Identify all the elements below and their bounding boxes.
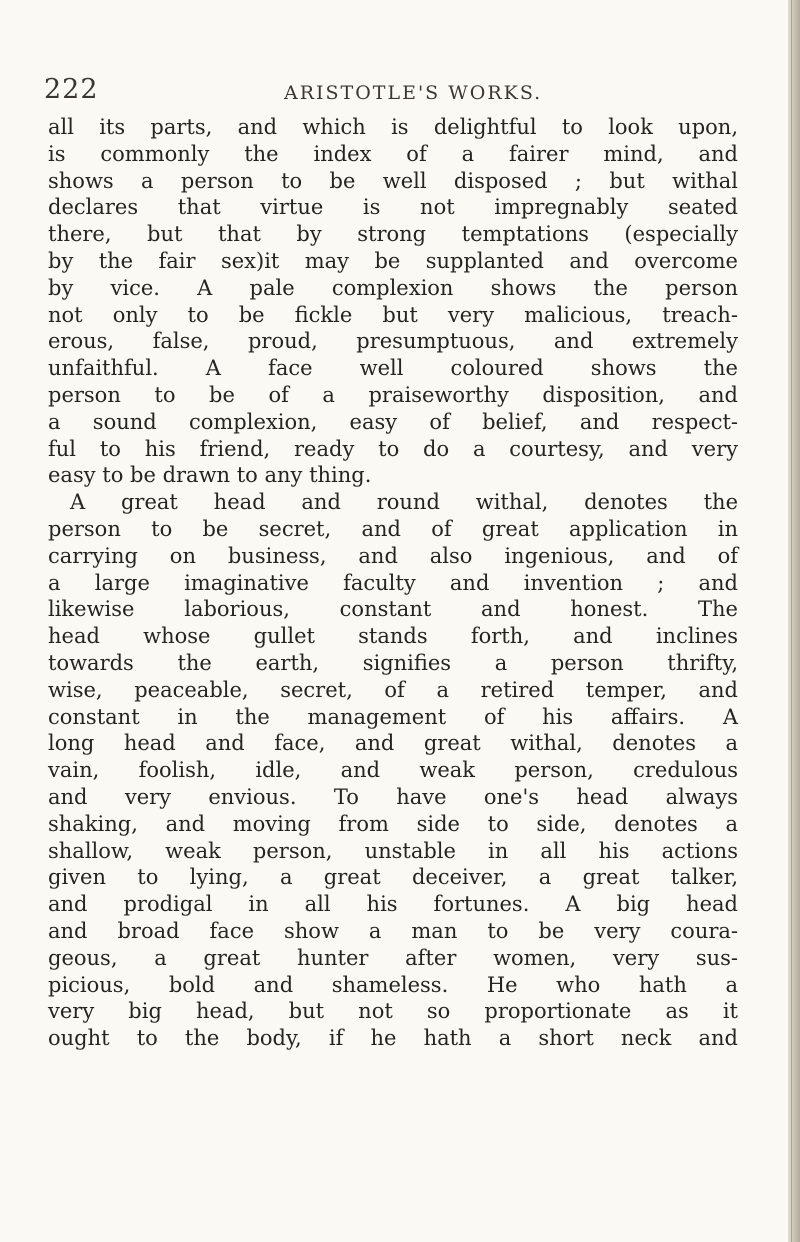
text-line: head whose gullet stands forth, and inclines (48, 624, 738, 649)
text-line: and very envious. To have one's head always (48, 784, 738, 809)
text-line: is commonly the index of a fairer mind, and (48, 141, 738, 166)
body-text (48, 114, 738, 1052)
text-line: and prodigal in all his fortunes. A big head (48, 892, 738, 917)
running-head: ARISTOTLE'S WORKS. (284, 82, 543, 104)
text-line: towards the earth, signifies a person thrifty, (48, 650, 738, 675)
text-line: vain, foolish, idle, and weak person, credulous (48, 758, 738, 783)
text-line: shaking, and moving from side to side, denotes a (48, 811, 738, 836)
text-line: constant in the management of his affairs. A (48, 704, 738, 729)
text-line: all its parts, and which is delightful to look upon, (48, 115, 738, 139)
text-line: person to be of a praiseworthy disposition, and (48, 382, 738, 407)
text-line: easy to be drawn to any thing. (48, 463, 372, 488)
text-line: there, but that by strong temptations (especially (48, 222, 738, 247)
text-line: person to be secret, and of great application in (48, 516, 738, 541)
text-line: a large imaginative faculty and invention ; and (48, 570, 738, 595)
text-line: ful to his friend, ready to do a courtesy, and very (48, 436, 738, 461)
text-line: and broad face show a man to be very coura- (48, 918, 738, 943)
text-line: likewise laborious, constant and honest. The (48, 597, 738, 622)
text-line: by vice. A pale complexion shows the person (48, 275, 738, 300)
page-header (44, 70, 744, 110)
text-line: wise, peaceable, secret, of a retired temper, and (48, 677, 738, 702)
text-line: carrying on business, and also ingenious, and of (48, 543, 738, 568)
text-line: a sound complexion, easy of belief, and respect- (48, 409, 738, 434)
text-line: unfaithful. A face well coloured shows the (48, 356, 738, 381)
text-line: very big head, but not so proportionate as it (48, 999, 738, 1024)
text-line: not only to be fickle but very malicious, treach- (48, 302, 738, 327)
text-line: erous, false, proud, presumptuous, and extremely (48, 329, 738, 354)
text-line: shallow, weak person, unstable in all his actions (48, 838, 738, 863)
text-line: declares that virtue is not impregnably seated (48, 195, 738, 220)
text-line: given to lying, a great deceiver, a great talker, (48, 865, 738, 890)
text-line: A great head and round withal, denotes the (70, 490, 738, 515)
text-line: ought to the body, if he hath a short neck and (48, 1026, 738, 1051)
text-line: by the fair sex)it may be supplanted and overcome (48, 248, 738, 273)
text-line: shows a person to be well disposed ; but withal (48, 168, 738, 193)
page-number: 222 (44, 74, 99, 105)
page-edge (788, 0, 800, 1242)
text-line: picious, bold and shameless. He who hath a (48, 972, 738, 997)
text-line: geous, a great hunter after women, very sus- (48, 945, 738, 970)
text-line: long head and face, and great withal, denotes a (48, 731, 738, 756)
